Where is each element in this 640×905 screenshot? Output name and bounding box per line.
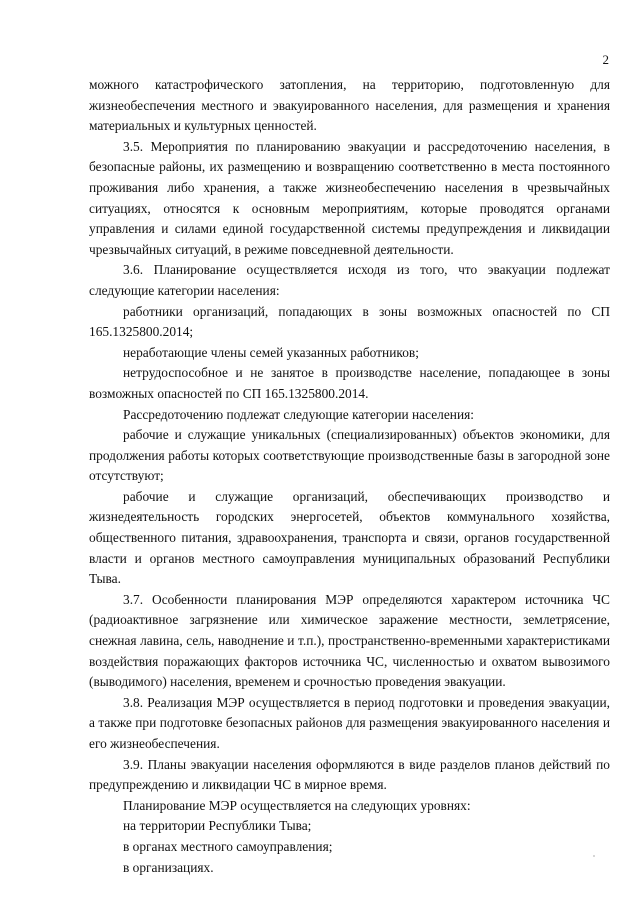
paragraph-dispersal-intro: Рассредоточению подлежат следующие категории населения: — [123, 406, 475, 422]
document-body — [89, 75, 610, 878]
list-item-level-republic: на территории Республики Тыва; — [123, 818, 312, 834]
list-item-level-local: в органах местного самоуправления; — [123, 838, 333, 854]
page-number: 2 — [602, 52, 609, 67]
list-item-level-organizations: в организациях. — [123, 859, 214, 875]
list-item-evacuation-workers: работники организаций, попадающих в зоны возможных опасностей по СП 165.1325800.2014; — [89, 303, 610, 340]
paragraph-3-7: 3.7. Особенности планирования МЭР определяются характером источника ЧС (радиоактивное загрязнение или химическое заражение местности, землетрясение, снежная лавина, сель, наводнение и т.п.), пространственно-временными характеристиками воздействия поражающих факторов источника ЧС, численностью и охватом вывозимого (выводимого) населения, временем и срочностью проведения эвакуации. — [89, 591, 610, 690]
scan-artifact — [593, 855, 595, 857]
paragraph-3-9: 3.9. Планы эвакуации населения оформляются в виде разделов планов действий по предупреждению и ликвидации ЧС в мирное время. — [89, 756, 610, 793]
paragraph-3-8: 3.8. Реализация МЭР осуществляется в период подготовки и проведения эвакуации, а также при подготовке безопасных районов для размещения эвакуированного населения и его жизнеобеспечения. — [89, 694, 610, 751]
paragraph-3-5: 3.5. Мероприятия по планированию эвакуации и рассредоточению населения, в безопасные районы, их размещению и возвращению соответственно в места постоянного проживания либо хранения, а также жизнеобеспечению населения в чрезвычайных ситуациях, относятся к основным мероприятиям, которые проводятся органами управления и силами единой государственной системы предупреждения и ликвидации чрезвычайных ситуаций, в режиме повседневной деятельности. — [89, 138, 610, 257]
list-item-dispersal-utilities: рабочие и служащие организаций, обеспечивающих производство и жизнедеятельность городских энергосетей, объектов коммунального хозяйства, общественного питания, здравоохранения, транспорта и связи, органов государственной власти и органов местного самоуправления муниципальных образований Республики Тыва. — [89, 488, 610, 587]
paragraph-planning-levels: Планирование МЭР осуществляется на следующих уровнях: — [123, 797, 471, 813]
list-item-evacuation-disabled: нетрудоспособное и не занятое в производстве население, попадающее в зоны возможных опасностей по СП 165.1325800.2014. — [89, 365, 610, 401]
paragraph-continuation: можного катастрофического затопления, на территорию, подготовленную для жизнеобеспечения местного и эвакуированного населения, для размещения и хранения материальных и культурных ценностей. — [89, 77, 610, 134]
list-item-dispersal-unique: рабочие и служащие уникальных (специализированных) объектов экономики, для продолжения работы которых соответствующие производственные базы в загородной зоне отсутствуют; — [89, 427, 610, 484]
paragraph-3-6: 3.6. Планирование осуществляется исходя из того, что эвакуации подлежат следующие категории населения: — [89, 262, 610, 298]
list-item-evacuation-family: неработающие члены семей указанных работников; — [123, 344, 419, 360]
